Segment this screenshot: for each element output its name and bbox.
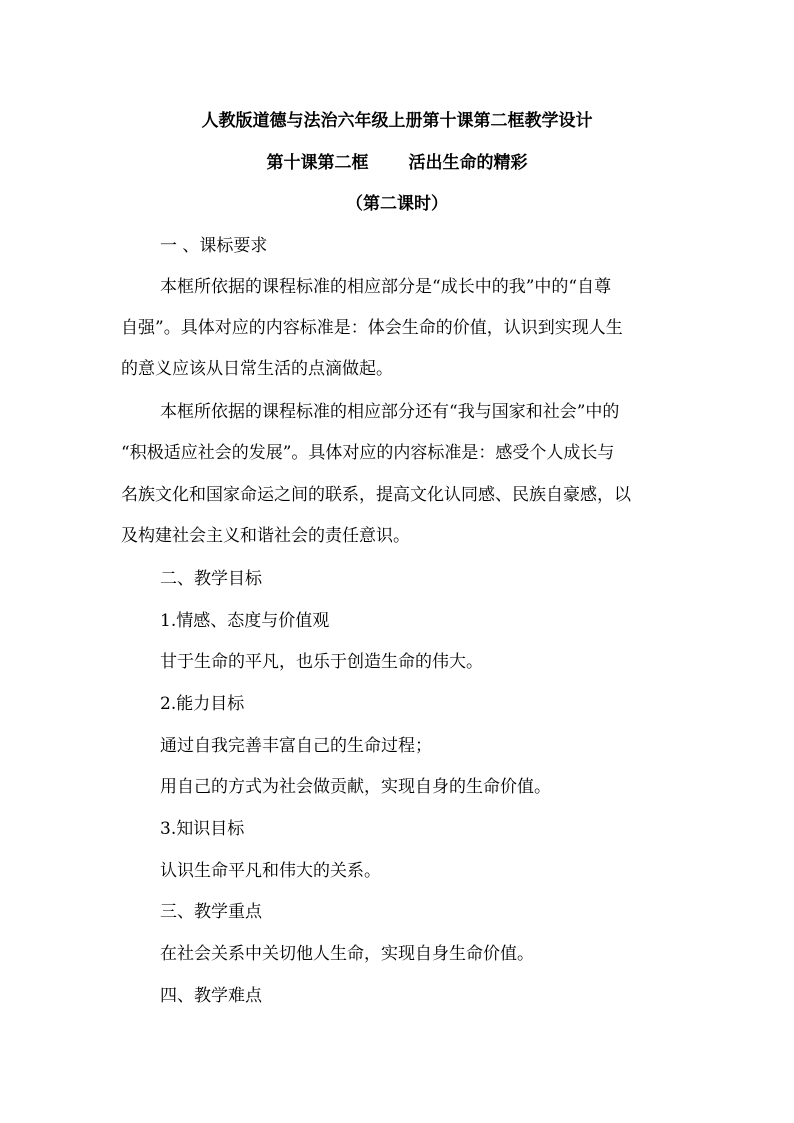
paragraph-line: 自强”。具体对应的内容标准是：体会生命的价值，认识到实现人生 bbox=[121, 318, 623, 338]
subheading: 3.知识目标 bbox=[160, 819, 245, 839]
document-title: 人教版道德与法治六年级上册第十课第二框教学设计 bbox=[201, 111, 593, 131]
paragraph-line: 本框所依据的课程标准的相应部分还有“我与国家和社会”中的 bbox=[160, 402, 620, 422]
paragraph-line: 及构建社会主义和谐社会的责任意识。 bbox=[121, 526, 410, 546]
paragraph-line: 的意义应该从日常生活的点滴做起。 bbox=[121, 359, 393, 379]
paragraph-line: 名族文化和国家命运之间的联系，提高文化认同感、民族自豪感，以 bbox=[121, 485, 631, 505]
section-heading-key-points: 三、教学重点 bbox=[160, 902, 262, 922]
paragraph-line: 本框所依据的课程标准的相应部分是“成长中的我”中的“自尊 bbox=[160, 277, 612, 297]
paragraph-line: 用自己的方式为社会做贡献，实现自身的生命价值。 bbox=[160, 777, 551, 797]
lesson-period: （第二课时） bbox=[346, 194, 448, 214]
lesson-title bbox=[0, 148, 794, 173]
paragraph-line: 甘于生命的平凡，也乐于创造生命的伟大。 bbox=[160, 652, 483, 672]
paragraph-line: 认识生命平凡和伟大的关系。 bbox=[160, 861, 381, 881]
subheading: 1.情感、态度与价值观 bbox=[160, 611, 330, 631]
paragraph-line: 在社会关系中关切他人生命，实现自身生命价值。 bbox=[160, 944, 534, 964]
lesson-title-name: 活出生命的精彩 bbox=[408, 153, 528, 173]
paragraph-line: 通过自我完善丰富自己的生命过程； bbox=[160, 736, 432, 756]
section-heading-standards: 一 、课标要求 bbox=[160, 236, 268, 256]
section-heading-objectives: 二、教学目标 bbox=[160, 569, 262, 589]
lesson-title-prefix: 第十课第二框 bbox=[266, 153, 369, 173]
section-heading-difficulties: 四、教学难点 bbox=[160, 986, 262, 1006]
subheading: 2.能力目标 bbox=[160, 694, 245, 714]
paragraph-line: “积极适应社会的发展”。具体对应的内容标准是：感受个人成长与 bbox=[121, 443, 615, 463]
